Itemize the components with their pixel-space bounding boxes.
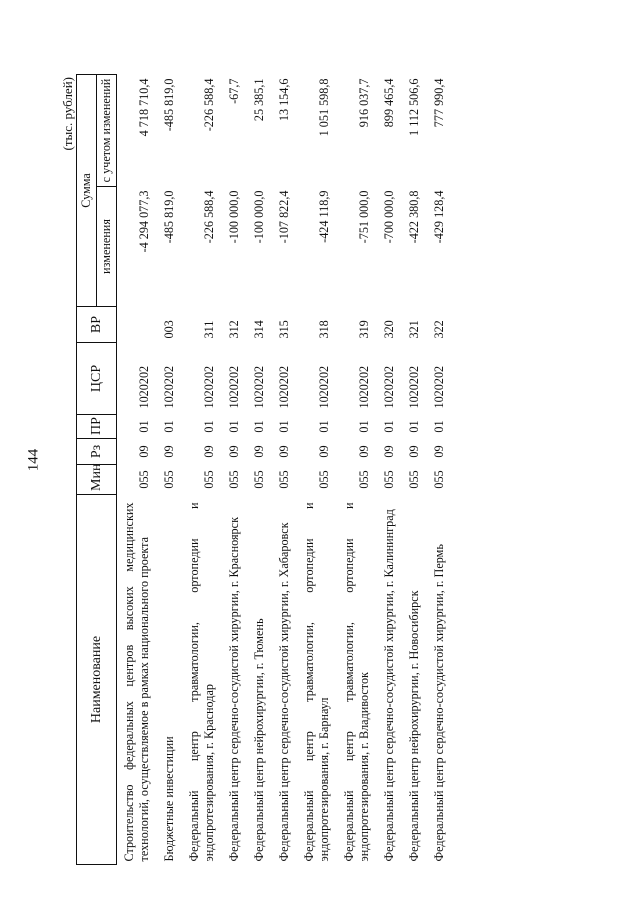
row-csr: 1020202	[137, 365, 151, 409]
row-vr: 311	[202, 320, 216, 339]
row-rz: 09	[382, 445, 396, 458]
row-total: 13 154,6	[277, 78, 291, 122]
row-name: Федеральный центр сердечно-сосудистой хирургии, г. Красноярск	[227, 517, 241, 862]
row-rz: 09	[162, 445, 176, 458]
row-csr: 1020202	[277, 365, 291, 409]
row-change: -751 000,0	[357, 190, 371, 244]
row-min: 055	[252, 470, 266, 489]
page-number: 144	[25, 448, 42, 472]
table-row	[272, 74, 297, 864]
table-row	[337, 74, 377, 864]
row-vr: 314	[252, 320, 266, 339]
row-min: 055	[317, 470, 331, 489]
row-csr: 1020202	[202, 365, 216, 409]
row-pr: 01	[162, 420, 176, 433]
row-name: Федеральный центр сердечно-сосудистой хирургии, г. Калининград	[382, 509, 396, 862]
row-rz: 09	[252, 445, 266, 458]
row-min: 055	[407, 470, 421, 489]
unit-label: (тыс. рублей)	[60, 77, 75, 151]
row-min: 055	[357, 470, 371, 489]
row-pr: 01	[382, 420, 396, 433]
row-name: Федеральный центр сердечно-сосудистой хирургии, г. Хабаровск	[277, 522, 291, 862]
table-row	[182, 74, 222, 864]
header-rz: Рз	[77, 439, 117, 465]
row-pr: 01	[227, 420, 241, 433]
header-vr: ВР	[77, 307, 117, 343]
row-total: 1 051 598,8	[317, 78, 331, 137]
table-row	[247, 74, 272, 864]
row-vr: 003	[162, 320, 176, 339]
row-vr: 315	[277, 320, 291, 339]
table-row	[222, 74, 247, 864]
row-change: -429 128,4	[432, 190, 446, 244]
header-change: изменения	[97, 187, 117, 307]
row-pr: 01	[252, 420, 266, 433]
row-change: -422 380,8	[407, 190, 421, 244]
row-total: -67,7	[227, 78, 241, 104]
row-rz: 09	[137, 445, 151, 458]
row-min: 055	[202, 470, 216, 489]
header-csr: ЦСР	[77, 343, 117, 415]
row-vr: 318	[317, 320, 331, 339]
row-rz: 09	[357, 445, 371, 458]
header-with-changes: с учетом изменений	[97, 74, 117, 186]
row-csr: 1020202	[227, 365, 241, 409]
row-vr: 322	[432, 320, 446, 339]
row-change: -700 000,0	[382, 190, 396, 244]
row-pr: 01	[202, 420, 216, 433]
row-min: 055	[432, 470, 446, 489]
row-csr: 1020202	[382, 365, 396, 409]
row-vr: 319	[357, 320, 371, 339]
row-min: 055	[162, 470, 176, 489]
row-rz: 09	[277, 445, 291, 458]
table-row	[427, 74, 452, 864]
row-rz: 09	[407, 445, 421, 458]
row-vr: 321	[407, 320, 421, 339]
row-min: 055	[227, 470, 241, 489]
table-row	[157, 74, 182, 864]
row-pr: 01	[357, 420, 371, 433]
row-rz: 09	[202, 445, 216, 458]
row-rz: 09	[317, 445, 331, 458]
row-name: Строительство федеральных центров высоких медицинских технологий, осуществляемое в рамках национального проекта	[122, 502, 151, 862]
row-csr: 1020202	[252, 365, 266, 409]
row-total: 916 037,7	[357, 78, 371, 128]
rotated-page-content	[60, 75, 580, 865]
row-total: 1 112 506,6	[407, 78, 421, 136]
row-total: 899 465,4	[382, 78, 396, 128]
row-csr: 1020202	[162, 365, 176, 409]
table-row	[402, 74, 427, 864]
row-name: Федеральный центр травматологии, ортопедии и эндопротезирования, г. Краснодар	[187, 502, 216, 862]
row-total: -226 588,4	[202, 78, 216, 132]
row-change: -107 822,4	[277, 190, 291, 244]
row-rz: 09	[432, 445, 446, 458]
row-min: 055	[137, 470, 151, 489]
header-pr: ПР	[77, 415, 117, 439]
row-min: 055	[382, 470, 396, 489]
row-change: -100 000,0	[252, 190, 266, 244]
table-body	[117, 74, 453, 864]
row-vr: 312	[227, 320, 241, 339]
budget-table	[76, 74, 452, 865]
row-rz: 09	[227, 445, 241, 458]
row-name: Федеральный центр травматологии, ортопедии и эндопротезирования, г. Барнаул	[302, 502, 331, 862]
header-min: Мин	[77, 465, 117, 495]
row-total: 25 385,1	[252, 78, 266, 122]
table-row	[377, 74, 402, 864]
row-pr: 01	[432, 420, 446, 433]
row-total: 4 718 710,4	[137, 78, 151, 137]
row-change: -4 294 077,3	[137, 190, 151, 253]
row-csr: 1020202	[317, 365, 331, 409]
row-pr: 01	[277, 420, 291, 433]
row-name: Федеральный центр нейрохирургии, г. Тюмень	[252, 618, 266, 862]
row-name: Федеральный центр сердечно-сосудистой хирургии, г. Пермь	[432, 544, 446, 862]
row-change: -424 118,9	[317, 190, 331, 243]
row-name: Бюджетные инвестиции	[162, 736, 176, 862]
table-row	[297, 74, 337, 864]
header-sum: Сумма	[77, 74, 97, 306]
row-csr: 1020202	[432, 365, 446, 409]
row-csr: 1020202	[357, 365, 371, 409]
header-name: Наименование	[77, 495, 117, 865]
row-name: Федеральный центр нейрохирургии, г. Новосибирск	[407, 590, 421, 862]
row-vr: 320	[382, 320, 396, 339]
row-total: -485 819,0	[162, 78, 176, 132]
row-change: -100 000,0	[227, 190, 241, 244]
row-total: 777 990,4	[432, 78, 446, 128]
row-change: -485 819,0	[162, 190, 176, 244]
row-min: 055	[277, 470, 291, 489]
row-name: Федеральный центр травматологии, ортопедии и эндопротезирования, г. Владивосток	[342, 502, 371, 862]
row-csr: 1020202	[407, 365, 421, 409]
table-row	[117, 74, 158, 864]
row-pr: 01	[407, 420, 421, 433]
row-change: -226 588,4	[202, 190, 216, 244]
row-pr: 01	[317, 420, 331, 433]
row-pr: 01	[137, 420, 151, 433]
row-vr	[117, 307, 158, 343]
